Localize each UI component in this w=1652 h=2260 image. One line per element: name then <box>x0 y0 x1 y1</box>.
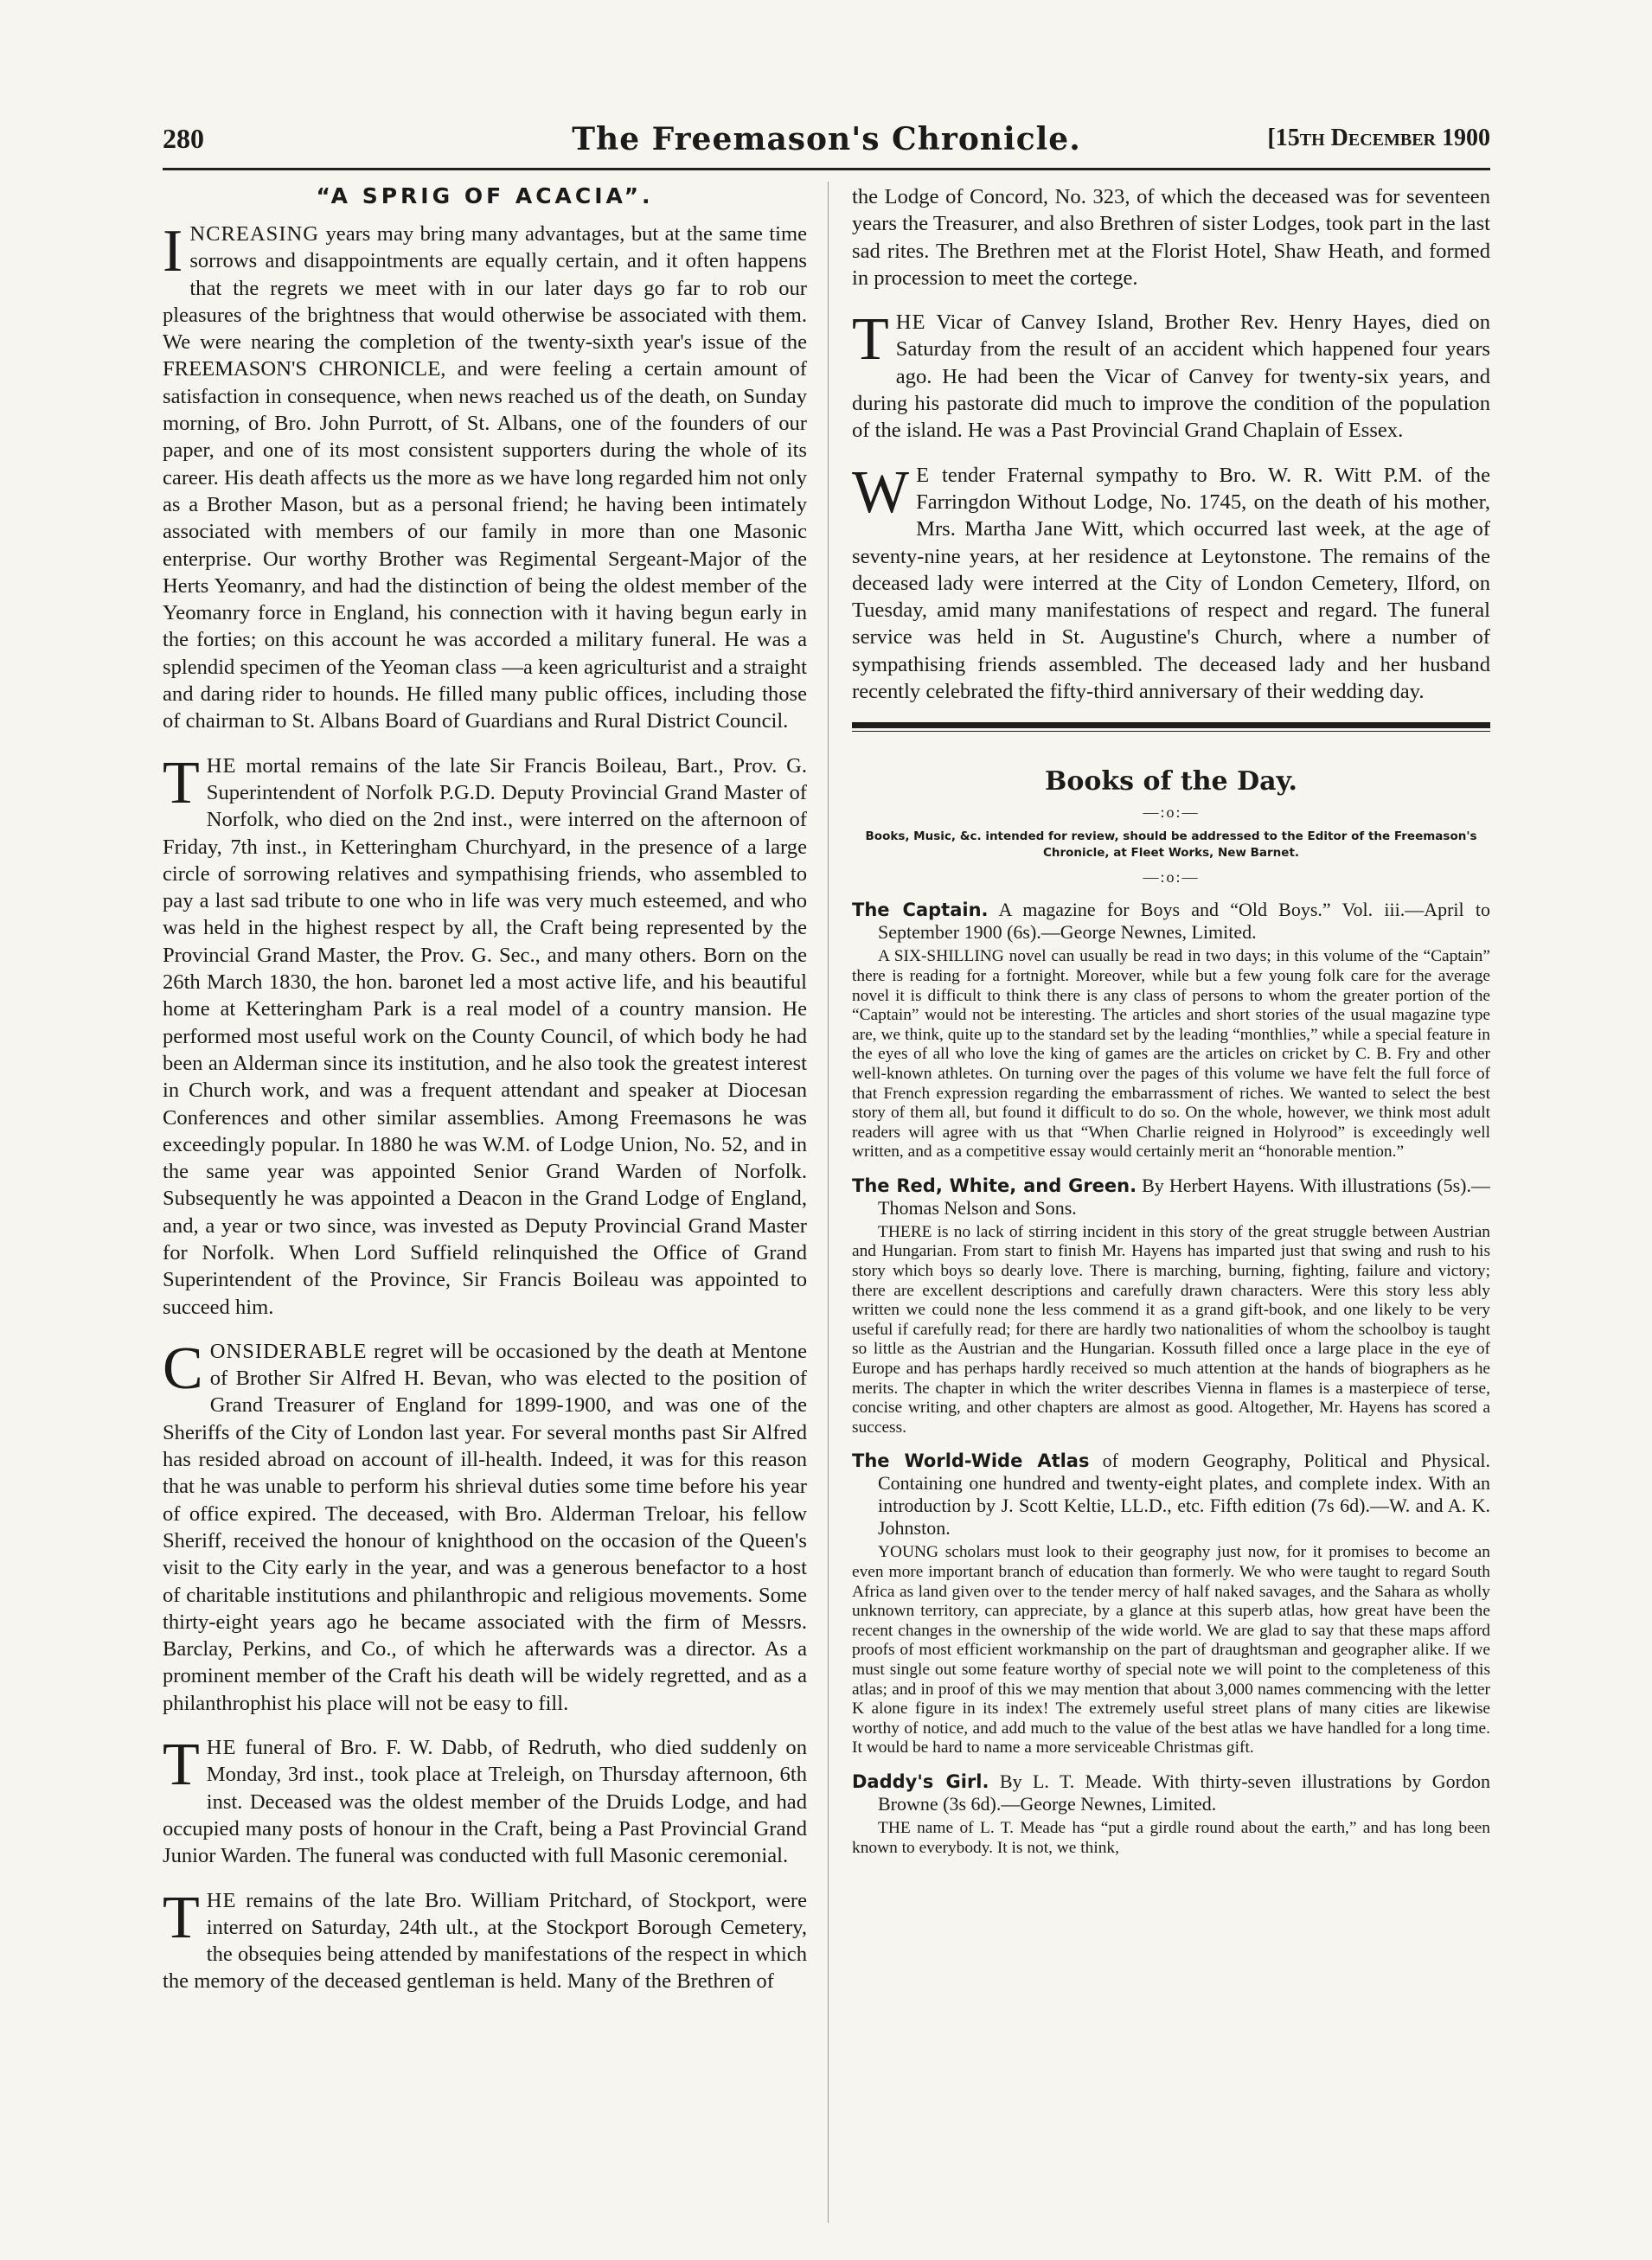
drop-cap: T <box>163 1884 200 1951</box>
book-title: The Red, White, and Green. <box>852 1175 1137 1196</box>
article-pritchard-continued <box>852 183 1490 291</box>
drop-cap: T <box>163 749 200 816</box>
book-entry-daddys-girl <box>852 1770 1490 1815</box>
article-boileau <box>163 749 807 1321</box>
lead-word: NCREASING <box>189 222 320 246</box>
drop-cap: W <box>852 458 910 526</box>
right-column <box>852 183 1490 2208</box>
book-details: A magazine for Boys and “Old Boys.” Vol. iii.—April to September 1900 (6s).—George Newnes, Limited. <box>878 899 1490 944</box>
article-pritchard <box>163 1884 807 1995</box>
article-text: remains of the late Bro. William Pritchard, of Stockport, were interred on Saturday, 24th ult., at the Stockport Borough Cemetery, the obsequies being attended by manifestations of the respect in which the memory of the deceased gentleman is held. Many of the Brethren of <box>163 1888 807 1994</box>
article-text: regret will be occasioned by the death at Mentone of Brother Sir Alfred H. Bevan, who was elected to the position of Grand Treasurer of England for 1899-1900, and was one of the Sheriffs of the City of London last year. For several months past Sir Alfred has resided abroad on account of ill-health. Indeed, it was for this reason that he was unable to perform his shrieval duties some time before his year of office expired. The deceased, with Bro. Alderman Treloar, his fellow Sheriff, received the honour of knighthood on the occasion of the Queen's visit to the City early in the year, and was a generous benefactor to a host of charitable institutions and philanthropic and religious movements. Some thirty-eight years ago he became associated with the firm of Messrs. Barclay, Perkins, and Co., of which he afterwards was a director. As a prominent member of the Craft his death will be widely regretted, and as a philanthrophist his place will not be easy to fill. <box>163 1339 807 1715</box>
article-text: Vicar of Canvey Island, Brother Rev. Henry Hayes, died on Saturday from the result of an accident which happened four years ago. He had been the Vicar of Canvey for twenty-six years, and during his pastorate did much to improve the condition of the population of the island. He was a Past Provincial Grand Chaplain of Essex. <box>852 311 1490 443</box>
lead-word: HE <box>206 1736 237 1760</box>
section-rule-thin <box>852 731 1490 732</box>
article-witt <box>852 458 1490 706</box>
lead-word: HE <box>206 753 237 778</box>
book-title: Daddy's Girl. <box>852 1770 989 1792</box>
article-text: funeral of Bro. F. W. Dabb, of Redruth, who died suddenly on Monday, 3rd inst., took place at Treleigh, on Thursday afternoon, 6th inst. Deceased was the oldest member of the Druids Lodge, and had occupied many posts of honour in the Craft, being a Past Provincial Grand Junior Warden. The funeral was conducted with full Masonic ceremonial. <box>163 1736 807 1868</box>
article-bevan <box>163 1335 807 1717</box>
ornament-separator: —:o:— <box>1143 868 1200 887</box>
book-details: By L. T. Meade. With thirty-seven illustrations by Gordon Browne (3s 6d).—George Newnes, Limited. <box>878 1770 1490 1815</box>
section-rule-thick <box>852 722 1490 728</box>
drop-cap: I <box>163 218 183 285</box>
lead-word: E <box>916 463 931 487</box>
book-entry-red-white-green <box>852 1175 1490 1220</box>
article-text: tender Fraternal sympathy to Bro. W. R. Witt P.M. of the Farringdon Without Lodge, No. 1745, on the death of his mother, Mrs. Martha Jane Witt, which occurred last week, at the age of seventy-nine years, at her residence at Leytonstone. The remains of the deceased lady were interred at the City of London Cemetery, Ilford, on Tuesday, amid many manifestations of respect and regard. The funeral service was held in St. Augustine's Church, where a number of sympathising friends assembled. The deceased lady and her husband recently celebrated the fifty-third anniversary of their wedding day. <box>852 463 1490 704</box>
drop-cap: C <box>163 1335 203 1402</box>
left-column <box>163 183 807 2208</box>
article-text: mortal remains of the late Sir Francis Boileau, Bart., Prov. G. Superintendent of Norfolk P.G.D. Deputy Provincial Grand Master of Norfolk, who died on the 2nd inst., were interred on the afternoon of Friday, 7th inst., in Ketteringham Churchyard, in the presence of a large circle of sorrowing relatives and sympathising friends, who assembled to pay a last sad tribute to one who in life was very much esteemed, and who was held in the highest respect by all, the Craft being represented by the Provincial Grand Master, the Prov. G. Sec., and many others. Born on the 26th March 1830, the hon. baronet led a most active life, and his beautiful home at Ketteringham Park is a real model of a country mansion. He performed most useful work on the County Council, of which body he had been an Alderman since its institution, and he also took the greatest interest in Church work, and was a frequent attendant and speaker at Diocesan Conferences and other similar assemblies. Among Freemasons he was exceedingly popular. In 1880 he was W.M. of Lodge Union, No. 52, and in the same year was appointed Senior Grand Warden of Norfolk. Subsequently he was appointed a Deacon in the Grand Lodge of England, and, a year or two since, was invested as Deputy Provincial Grand Master for Norfolk. When Lord Suffield relinquished the Office of Grand Superintendent of the Province, Sir Francis Boileau was appointed to succeed him. <box>163 753 807 1319</box>
article-purrott <box>163 218 807 735</box>
page-header <box>163 123 1490 161</box>
book-review: YOUNG scholars must look to their geography just now, for it promises to become an even more important branch of education than formerly. We who were taught to regard South Africa as land given over to the tender mercy of half naked savages, and the Sahara as wholly unknown territory, can appreciate, by a glance at this superb atlas, how great have been the recent changes in the ownership of the wide world. We are glad to say that these maps afford proofs of most efficient workmanship on the part of draughtsman and geographer alike. If we must single out some feature worthy of special note we will point to the completeness of this atlas; and in proof of this we may mention that about 3,000 names commencing with the letter K alone figure in its index! The extremely useful street plans of many cities are likewise worthy of notice, and add much to the value of the best atlas we have handled for a long time. It would be hard to name a more serviceable Christmas gift. <box>852 1543 1490 1757</box>
drop-cap: T <box>852 306 889 374</box>
article-text: the Lodge of Concord, No. 323, of which the deceased was for seventeen years the Treasurer, and also Brethren of sister Lodges, took part in the last sad rites. The Brethren met at the Florist Hotel, Shaw Heath, and formed in procession to meet the cortege. <box>852 185 1490 290</box>
book-review: THERE is no lack of stirring incident in this story of the great struggle between Austrian and Hungarian. From start to finish Mr. Hayens has imparted just that swing and rush to his story which boys so dearly love. There is marching, burning, fighting, failure and victory; there are excellent descriptions and carefully drawn characters. Were this story less ably written we could none the less commend it as a grand gift-book, and one likely to be very useful if carefully read; for there are hardly two nationalities of whom the schoolboy is taught so little as the Austrian and the Hungarian. Kossuth filled once a large place in the eye of Europe and has perhaps hardly received so much attention at the hands of biographers as he merits. The chapter in which the writer describes Vienna in flames is a masterpiece of terse, concise writing, and other chapters are almost as good. Altogether, Mr. Hayens has scored a success. <box>852 1222 1490 1437</box>
book-title: The World-Wide Atlas <box>852 1450 1090 1472</box>
article-hayes <box>852 306 1490 444</box>
book-details: By Herbert Hayens. With illustrations (5s).—Thomas Nelson and Sons. <box>878 1174 1490 1219</box>
article-text: years may bring many advantages, but at the same time sorrows and disappointments are equally certain, and it often happens that the regrets we meet with in our later days go far to rob our pleasures of the brightness that would otherwise be associated with them. We were nearing the completion of the twenty-sixth year's issue of the FREEMASON'S CHRONICLE, and were feeling a certain amount of satisfaction in consequence, when news reached us of the death, on Sunday morning, of Bro. John Purrott, of St. Albans, one of the founders of our paper, and one of its most consistent supporters during the whole of its career. His death affects us the more as we have long regarded him not only as a Brother Mason, but as a personal friend; he having been intimately associated with members of our family in more than one Masonic enterprise. Our worthy Brother was Regimental Sergeant-Major of the Herts Yeomanry, and had the distinction of being the oldest member of the Yeomanry force in England, his connection with it having begun early in the forties; on this account he was accorded a military funeral. He was a splendid specimen of the Yeoman class —a keen agriculturist and a straight and daring rider to hounds. He filled many public offices, including those of chairman to St. Albans Board of Guardians and Rural District Council. <box>163 222 807 733</box>
publication-title: The Freemason's Chronicle. <box>572 121 1081 157</box>
issue-date: [15th December 1900 <box>1267 125 1490 151</box>
book-details: of modern Geography, Political and Physical. Containing one hundred and twenty-eight plates, and complete index. With an introduction by J. Scott Keltie, LL.D., etc. Fifth edition (7s 6d).—W. and A. K. Johnston. <box>878 1450 1490 1540</box>
page-number: 280 <box>163 123 204 154</box>
column-divider <box>828 182 829 2223</box>
review-notice: Books, Music, &c. intended for review, should be addressed to the Editor of the Freemason's Chronicle, at Fleet Works, New Barnet. <box>865 829 1477 861</box>
article-dabb <box>163 1734 807 1869</box>
acacia-heading: “A SPRIG OF ACACIA”. <box>316 183 654 208</box>
book-review: A SIX-SHILLING novel can usually be read in two days; in this volume of the “Captain” there is reading for a fortnight. Moreover, while but a few young folk care for the average novel it is difficult to think there is any class of persons to whom the greater portion of the “Captain” would not be interesting. The articles and short stories of the usual magazine type are, we think, quite up to the standard set by the leading “monthlies,” while a special feature in the eyes of all who love the king of games are the articles on cricket by C. B. Fry and other well-known athletes. On turning over the pages of this volume we have felt the full force of that French expression regarding the embarrassment of riches. We wanted to select the best story of them all, but found it difficult to do so. On the whole, however, we think most adult readers will agree with us that “When Charlie reigned in Holyrood” is exceedingly well written, and as a competitive essay would certainly merit an “honorable mention.” <box>852 947 1490 1162</box>
book-entry-world-wide-atlas <box>852 1450 1490 1540</box>
header-rule <box>163 168 1490 170</box>
lead-word: ONSIDERABLE <box>209 1339 368 1363</box>
books-heading: Books of the Day. <box>1045 766 1297 797</box>
drop-cap: T <box>163 1732 200 1799</box>
book-title: The Captain. <box>852 900 989 921</box>
lead-word: HE <box>895 311 926 335</box>
book-review: THE name of L. T. Meade has “put a girdle round about the earth,” and has long been known to everybody. It is not, we think, <box>852 1818 1490 1857</box>
ornament-separator: —:o:— <box>1143 803 1200 822</box>
book-entry-captain <box>852 899 1490 944</box>
lead-word: HE <box>206 1888 237 1912</box>
